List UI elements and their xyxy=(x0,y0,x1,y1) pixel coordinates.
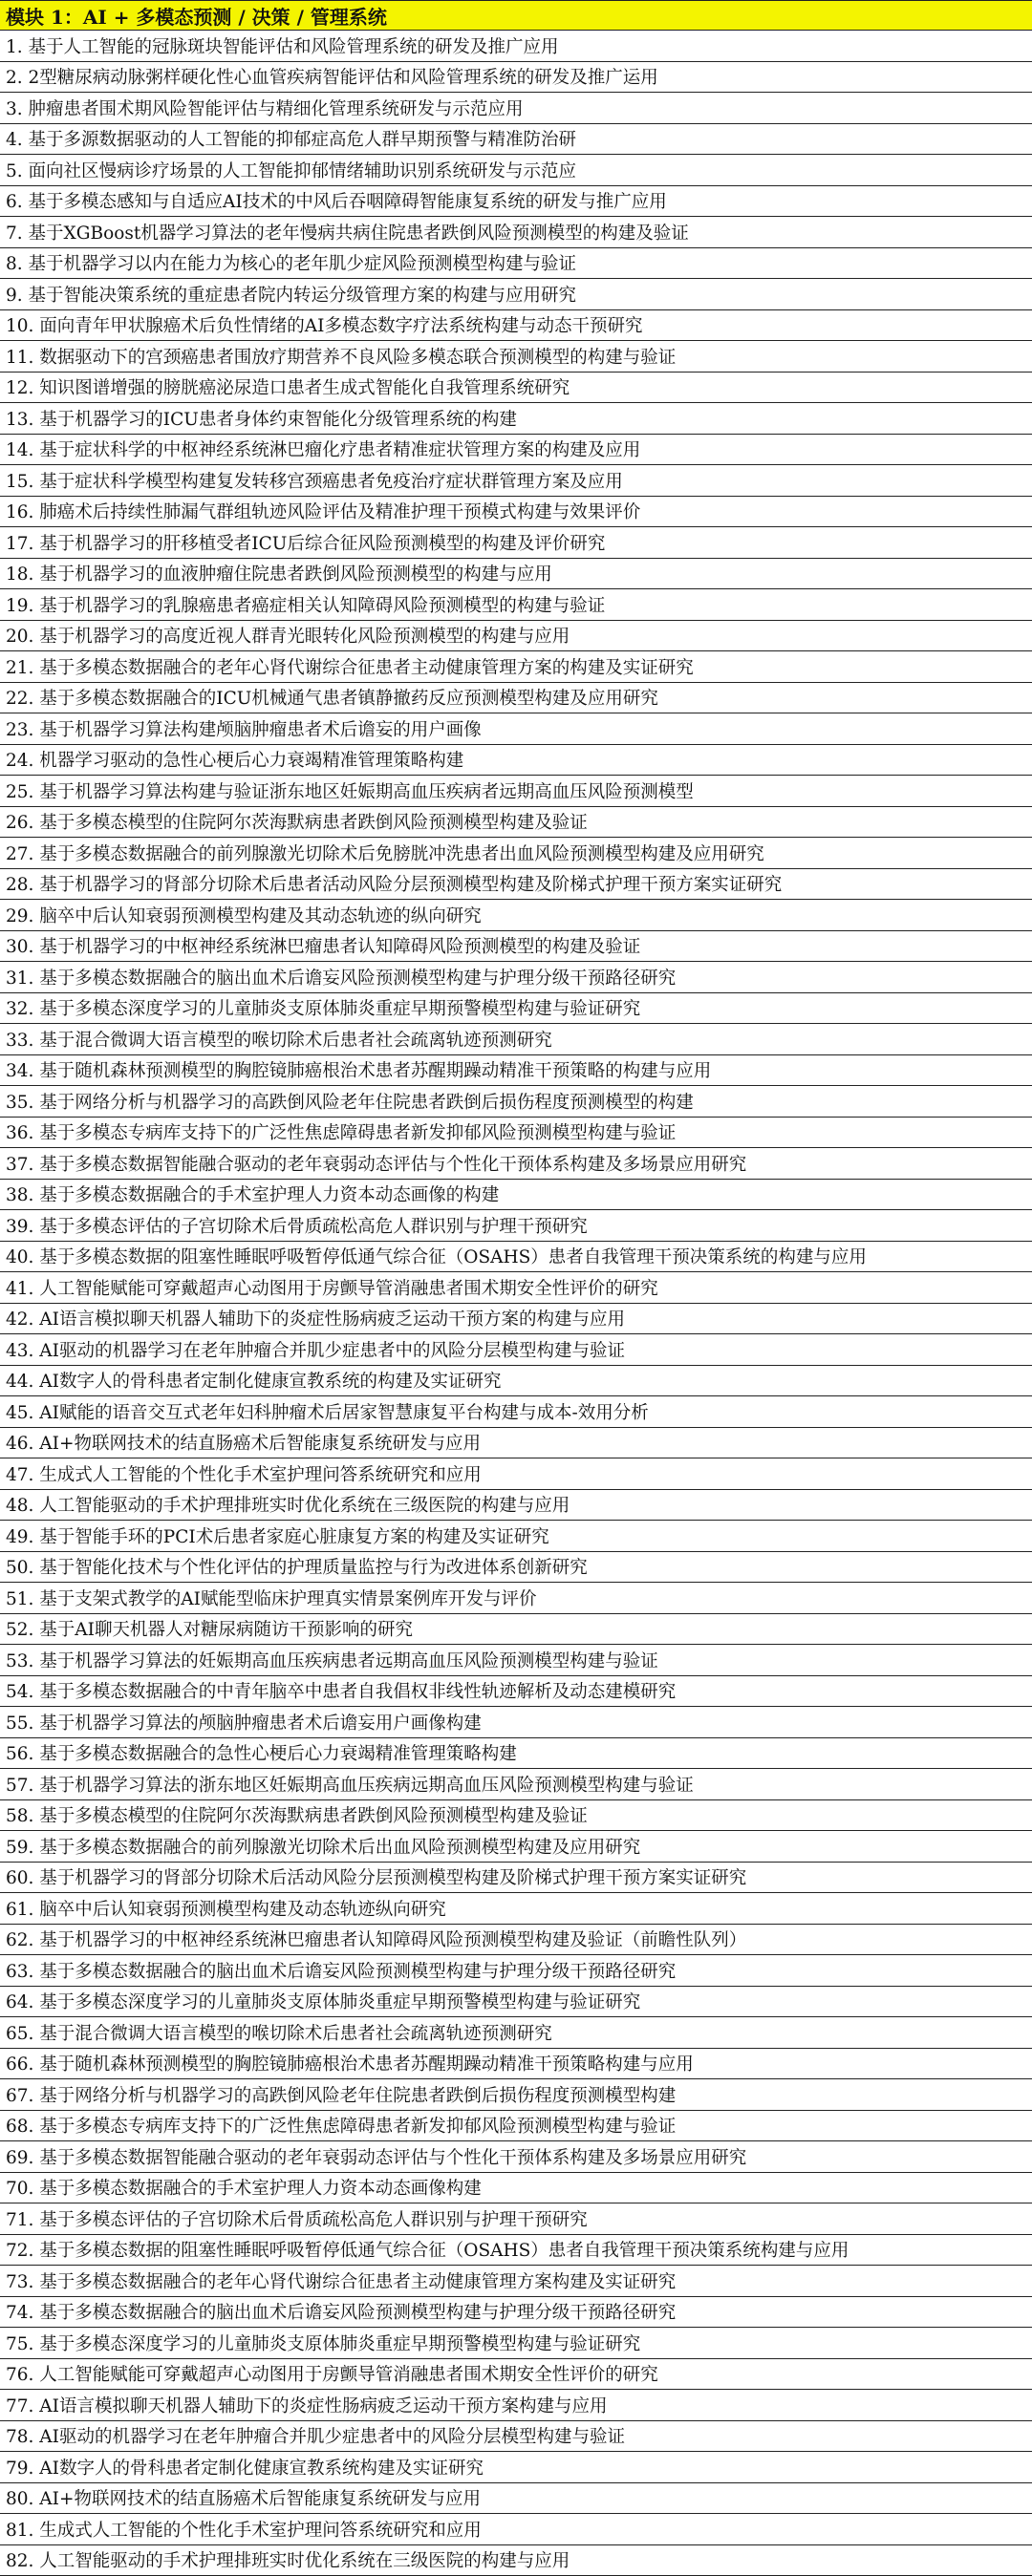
topic-text: 44. AI数字人的骨科患者定制化健康宣教系统的构建及实证研究 xyxy=(6,1368,501,1393)
topic-row xyxy=(0,1396,1032,1428)
topic-text: 2. 2型糖尿病动脉粥样硬化性心血管疾病智能评估和风险管理系统的研发及推广运用 xyxy=(6,64,658,89)
topic-row xyxy=(0,838,1032,869)
topic-row xyxy=(0,651,1032,683)
topic-text: 72. 基于多模态数据的阻塞性睡眠呼吸暂停低通气综合征（OSAHS）患者自我管理干预决策系统构建与应用 xyxy=(6,2237,849,2262)
topic-text: 38. 基于多模态数据融合的手术室护理人力资本动态画像的构建 xyxy=(6,1182,499,1206)
topic-text: 62. 基于机器学习的中枢神经系统淋巴瘤患者认知障碍风险预测模型构建及验证（前瞻性队列） xyxy=(6,1927,746,1951)
topic-row xyxy=(0,1521,1032,1552)
topic-text: 40. 基于多模态数据的阻塞性睡眠呼吸暂停低通气综合征（OSAHS）患者自我管理干预决策系统的构建与应用 xyxy=(6,1244,867,1268)
topic-text: 9. 基于智能决策系统的重症患者院内转运分级管理方案的构建与应用研究 xyxy=(6,282,576,307)
topic-row xyxy=(0,62,1032,94)
topic-text: 51. 基于支架式教学的AI赋能型临床护理真实情景案例库开发与评价 xyxy=(6,1586,536,1610)
topic-row xyxy=(0,465,1032,497)
topic-text: 24. 机器学习驱动的急性心梗后心力衰竭精准管理策略构建 xyxy=(6,747,463,772)
topic-row xyxy=(0,1490,1032,1522)
topic-row xyxy=(0,2017,1032,2049)
topic-text: 4. 基于多源数据驱动的人工智能的抑郁症高危人群早期预警与精准防治研 xyxy=(6,126,576,151)
topic-row xyxy=(0,2452,1032,2483)
topic-text: 18. 基于机器学习的血液肿瘤住院患者跌倒风险预测模型的构建与应用 xyxy=(6,561,552,585)
topic-row xyxy=(0,900,1032,931)
topic-row xyxy=(0,373,1032,404)
topic-text: 23. 基于机器学习算法构建颅脑肿瘤患者术后谵妄的用户画像 xyxy=(6,716,482,741)
topic-text: 33. 基于混合微调大语言模型的喉切除术后患者社会疏离轨迹预测研究 xyxy=(6,1027,552,1052)
topic-row xyxy=(0,1086,1032,1118)
topic-text: 67. 基于网络分析与机器学习的高跌倒风险老年住院患者跌倒后损伤程度预测模型构建 xyxy=(6,2082,676,2107)
topic-row xyxy=(0,93,1032,124)
topic-row xyxy=(0,1614,1032,1646)
topic-text: 37. 基于多模态数据智能融合驱动的老年衰弱动态评估与个性化干预体系构建及多场景应用研究 xyxy=(6,1151,746,1176)
topic-text: 13. 基于机器学习的ICU患者身体约束智能化分级管理系统的构建 xyxy=(6,406,517,431)
topic-text: 17. 基于机器学习的肝移植受者ICU后综合征风险预测模型的构建及评价研究 xyxy=(6,530,605,555)
topic-text: 81. 生成式人工智能的个性化手术室护理问答系统研究和应用 xyxy=(6,2517,482,2542)
topic-text: 15. 基于症状科学模型构建复发转移宫颈癌患者免疫治疗症状群管理方案及应用 xyxy=(6,468,623,493)
topic-text: 31. 基于多模态数据融合的脑出血术后谵妄风险预测模型构建与护理分级干预路径研究 xyxy=(6,965,676,990)
topic-row xyxy=(0,341,1032,373)
topic-row xyxy=(0,1428,1032,1459)
topic-row xyxy=(0,1831,1032,1863)
module-header-text: 模块 1：AI + 多模态预测 / 决策 / 管理系统 xyxy=(6,2,387,30)
topic-row xyxy=(0,2514,1032,2545)
topic-row xyxy=(0,2266,1032,2297)
topic-row xyxy=(0,2297,1032,2329)
topic-row xyxy=(0,1707,1032,1738)
topic-text: 7. 基于XGBoost机器学习算法的老年慢病共病住院患者跌倒风险预测模型的构建及验证 xyxy=(6,220,689,245)
topic-text: 56. 基于多模态数据融合的急性心梗后心力衰竭精准管理策略构建 xyxy=(6,1740,517,1765)
topic-text: 41. 人工智能赋能可穿戴超声心动图用于房颤导管消融患者围术期安全性评价的研究 xyxy=(6,1275,658,1300)
topic-text: 34. 基于随机森林预测模型的胸腔镜肺癌根治术患者苏醒期躁动精准干预策略的构建与应用 xyxy=(6,1057,711,1082)
topic-row xyxy=(0,279,1032,310)
topic-row xyxy=(0,2203,1032,2235)
topic-text: 82. 人工智能驱动的手术护理排班实时优化系统在三级医院的构建与应用 xyxy=(6,2547,570,2572)
topic-text: 48. 人工智能驱动的手术护理排班实时优化系统在三级医院的构建与应用 xyxy=(6,1492,570,1517)
topic-row xyxy=(0,1024,1032,1055)
topic-row xyxy=(0,1800,1032,1832)
topic-row xyxy=(0,1118,1032,1149)
topic-row xyxy=(0,310,1032,342)
topic-row xyxy=(0,1863,1032,1894)
topic-row xyxy=(0,1458,1032,1490)
topic-row xyxy=(0,1334,1032,1366)
topic-text: 61. 脑卒中后认知衰弱预测模型构建及动态轨迹纵向研究 xyxy=(6,1896,446,1921)
topic-text: 11. 数据驱动下的宫颈癌患者围放疗期营养不良风险多模态联合预测模型的构建与验证 xyxy=(6,344,676,369)
topic-text: 64. 基于多模态深度学习的儿童肺炎支原体肺炎重症早期预警模型构建与验证研究 xyxy=(6,1989,640,2013)
topic-text: 63. 基于多模态数据融合的脑出血术后谵妄风险预测模型构建与护理分级干预路径研究 xyxy=(6,1958,676,1983)
topic-row xyxy=(0,1242,1032,1273)
topic-row xyxy=(0,1148,1032,1180)
topic-row xyxy=(0,1583,1032,1614)
topic-text: 20. 基于机器学习的高度近视人群青光眼转化风险预测模型的构建与应用 xyxy=(6,623,570,648)
module-header xyxy=(0,0,1032,31)
topic-row xyxy=(0,2483,1032,2515)
topic-text: 78. AI驱动的机器学习在老年肿瘤合并肌少症患者中的风险分层模型构建与验证 xyxy=(6,2423,625,2448)
topic-row xyxy=(0,869,1032,901)
topic-text: 47. 生成式人工智能的个性化手术室护理问答系统研究和应用 xyxy=(6,1461,482,1486)
topic-text: 70. 基于多模态数据融合的手术室护理人力资本动态画像构建 xyxy=(6,2175,482,2200)
topic-row xyxy=(0,962,1032,993)
topic-text: 77. AI语言模拟聊天机器人辅助下的炎症性肠病疲乏运动干预方案构建与应用 xyxy=(6,2393,607,2417)
topic-text: 59. 基于多模态数据融合的前列腺激光切除术后出血风险预测模型构建及应用研究 xyxy=(6,1834,640,1859)
topic-row xyxy=(0,1552,1032,1584)
topic-row xyxy=(0,1676,1032,1708)
topic-text: 79. AI数字人的骨科患者定制化健康宣教系统构建及实证研究 xyxy=(6,2455,484,2480)
topic-text: 69. 基于多模态数据智能融合驱动的老年衰弱动态评估与个性化干预体系构建及多场景应用研究 xyxy=(6,2144,746,2169)
topic-text: 50. 基于智能化技术与个性化评估的护理质量监控与行为改进体系创新研究 xyxy=(6,1554,588,1579)
topic-text: 49. 基于智能手环的PCI术后患者家庭心脏康复方案的构建及实证研究 xyxy=(6,1523,549,1548)
topic-row xyxy=(0,589,1032,621)
topic-row xyxy=(0,931,1032,963)
topic-row xyxy=(0,2359,1032,2391)
topic-row xyxy=(0,1304,1032,1335)
topic-text: 39. 基于多模态评估的子宫切除术后骨质疏松高危人群识别与护理干预研究 xyxy=(6,1213,588,1238)
topic-row xyxy=(0,1987,1032,2018)
topic-row xyxy=(0,2173,1032,2204)
topic-row xyxy=(0,2079,1032,2111)
topic-row xyxy=(0,1893,1032,1925)
topic-row xyxy=(0,435,1032,466)
topic-text: 52. 基于AI聊天机器人对糖尿病随访干预影响的研究 xyxy=(6,1616,413,1641)
topic-row xyxy=(0,1769,1032,1800)
topic-text: 28. 基于机器学习的肾部分切除术后患者活动风险分层预测模型构建及阶梯式护理干预方案实证研究 xyxy=(6,871,782,896)
topic-text: 27. 基于多模态数据融合的前列腺激光切除术后免膀胱冲洗患者出血风险预测模型构建及应用研究 xyxy=(6,841,764,865)
topic-text: 46. AI+物联网技术的结直肠癌术后智能康复系统研发与应用 xyxy=(6,1430,481,1455)
topic-row xyxy=(0,1180,1032,1211)
topic-row xyxy=(0,776,1032,807)
topic-row xyxy=(0,745,1032,777)
topic-text: 68. 基于多模态专病库支持下的广泛性焦虑障碍患者新发抑郁风险预测模型构建与验证 xyxy=(6,2113,676,2138)
topic-row xyxy=(0,1955,1032,1987)
topic-row xyxy=(0,217,1032,248)
topic-row xyxy=(0,713,1032,745)
topic-row xyxy=(0,807,1032,839)
topic-text: 57. 基于机器学习算法的浙东地区妊娠期高血压疾病远期高血压风险预测模型构建与验证 xyxy=(6,1772,694,1797)
topic-row xyxy=(0,248,1032,280)
topic-text: 26. 基于多模态模型的住院阿尔茨海默病患者跌倒风险预测模型构建及验证 xyxy=(6,809,588,834)
topic-text: 35. 基于网络分析与机器学习的高跌倒风险老年住院患者跌倒后损伤程度预测模型的构建 xyxy=(6,1089,694,1114)
topic-text: 76. 人工智能赋能可穿戴超声心动图用于房颤导管消融患者围术期安全性评价的研究 xyxy=(6,2361,658,2386)
topic-row xyxy=(0,403,1032,435)
topic-text: 45. AI赋能的语音交互式老年妇科肿瘤术后居家智慧康复平台构建与成本-效用分析 xyxy=(6,1399,649,1424)
topic-text: 32. 基于多模态深度学习的儿童肺炎支原体肺炎重症早期预警模型构建与验证研究 xyxy=(6,995,640,1020)
topic-text: 80. AI+物联网技术的结直肠癌术后智能康复系统研发与应用 xyxy=(6,2485,481,2510)
topic-row xyxy=(0,124,1032,156)
topic-text: 36. 基于多模态专病库支持下的广泛性焦虑障碍患者新发抑郁风险预测模型构建与验证 xyxy=(6,1119,676,1144)
topic-row xyxy=(0,2235,1032,2267)
topic-row xyxy=(0,1738,1032,1770)
topic-text: 6. 基于多模态感知与自适应AI技术的中风后吞咽障碍智能康复系统的研发与推广应用 xyxy=(6,188,667,213)
topic-text: 16. 肺癌术后持续性肺漏气群组轨迹风险评估及精准护理干预模式构建与效果评价 xyxy=(6,499,640,523)
topic-row xyxy=(0,1055,1032,1087)
topic-text: 25. 基于机器学习算法构建与验证浙东地区妊娠期高血压疾病者远期高血压风险预测模型 xyxy=(6,778,694,803)
topic-text: 3. 肿瘤患者围术期风险智能评估与精细化管理系统研发与示范应用 xyxy=(6,96,524,120)
topic-text: 74. 基于多模态数据融合的脑出血术后谵妄风险预测模型构建与护理分级干预路径研究 xyxy=(6,2299,676,2324)
topic-row xyxy=(0,621,1032,652)
topic-row xyxy=(0,31,1032,62)
topic-text: 29. 脑卒中后认知衰弱预测模型构建及其动态轨迹的纵向研究 xyxy=(6,903,482,927)
topic-row xyxy=(0,2545,1032,2576)
topic-row xyxy=(0,1272,1032,1304)
topic-row xyxy=(0,1925,1032,1956)
topic-row xyxy=(0,1210,1032,1242)
topic-row xyxy=(0,683,1032,714)
topic-row xyxy=(0,527,1032,559)
topic-text: 12. 知识图谱增强的膀胱癌泌尿造口患者生成式智能化自我管理系统研究 xyxy=(6,374,570,399)
topic-text: 5. 面向社区慢病诊疗场景的人工智能抑郁情绪辅助识别系统研发与示范应 xyxy=(6,158,576,182)
topic-text: 43. AI驱动的机器学习在老年肿瘤合并肌少症患者中的风险分层模型构建与验证 xyxy=(6,1337,625,1362)
topic-row xyxy=(0,186,1032,218)
topic-text: 71. 基于多模态评估的子宫切除术后骨质疏松高危人群识别与护理干预研究 xyxy=(6,2206,588,2231)
topic-row xyxy=(0,497,1032,528)
topic-text: 66. 基于随机森林预测模型的胸腔镜肺癌根治术患者苏醒期躁动精准干预策略构建与应用 xyxy=(6,2051,694,2076)
topic-text: 19. 基于机器学习的乳腺癌患者癌症相关认知障碍风险预测模型的构建与验证 xyxy=(6,592,605,617)
topic-row xyxy=(0,155,1032,186)
topic-text: 10. 面向青年甲状腺癌术后负性情绪的AI多模态数字疗法系统构建与动态干预研究 xyxy=(6,312,642,337)
topic-text: 75. 基于多模态深度学习的儿童肺炎支原体肺炎重症早期预警模型构建与验证研究 xyxy=(6,2331,640,2355)
topic-text: 30. 基于机器学习的中枢神经系统淋巴瘤患者认知障碍风险预测模型的构建及验证 xyxy=(6,933,640,958)
topic-text: 58. 基于多模态模型的住院阿尔茨海默病患者跌倒风险预测模型构建及验证 xyxy=(6,1802,588,1827)
topic-text: 60. 基于机器学习的肾部分切除术后活动风险分层预测模型构建及阶梯式护理干预方案实证研究 xyxy=(6,1864,746,1889)
topic-row xyxy=(0,559,1032,590)
topic-text: 1. 基于人工智能的冠脉斑块智能评估和风险管理系统的研发及推广应用 xyxy=(6,33,559,58)
topic-row xyxy=(0,2141,1032,2173)
topic-text: 55. 基于机器学习算法的颅脑肿瘤患者术后谵妄用户画像构建 xyxy=(6,1710,482,1735)
topic-row xyxy=(0,993,1032,1025)
topic-text: 53. 基于机器学习算法的妊娠期高血压疾病患者远期高血压风险预测模型构建与验证 xyxy=(6,1648,658,1672)
topic-text: 21. 基于多模态数据融合的老年心肾代谢综合征患者主动健康管理方案的构建及实证研究 xyxy=(6,654,694,679)
topic-text: 54. 基于多模态数据融合的中青年脑卒中患者自我倡权非线性轨迹解析及动态建模研究 xyxy=(6,1678,676,1703)
topic-row xyxy=(0,2049,1032,2080)
topic-text: 65. 基于混合微调大语言模型的喉切除术后患者社会疏离轨迹预测研究 xyxy=(6,2020,552,2045)
topic-text: 22. 基于多模态数据融合的ICU机械通气患者镇静撤药反应预测模型构建及应用研究 xyxy=(6,685,658,710)
topic-row xyxy=(0,2390,1032,2421)
topic-text: 73. 基于多模态数据融合的老年心肾代谢综合征患者主动健康管理方案构建及实证研究 xyxy=(6,2268,676,2293)
topic-row xyxy=(0,1645,1032,1676)
topic-row xyxy=(0,1366,1032,1397)
topic-text: 14. 基于症状科学的中枢神经系统淋巴瘤化疗患者精准症状管理方案的构建及应用 xyxy=(6,436,640,461)
topic-list xyxy=(0,31,1032,2576)
topic-row xyxy=(0,2421,1032,2453)
topic-text: 8. 基于机器学习以内在能力为核心的老年肌少症风险预测模型构建与验证 xyxy=(6,250,576,275)
topic-text: 42. AI语言模拟聊天机器人辅助下的炎症性肠病疲乏运动干预方案的构建与应用 xyxy=(6,1306,625,1331)
topic-row xyxy=(0,2328,1032,2359)
topic-row xyxy=(0,2111,1032,2142)
